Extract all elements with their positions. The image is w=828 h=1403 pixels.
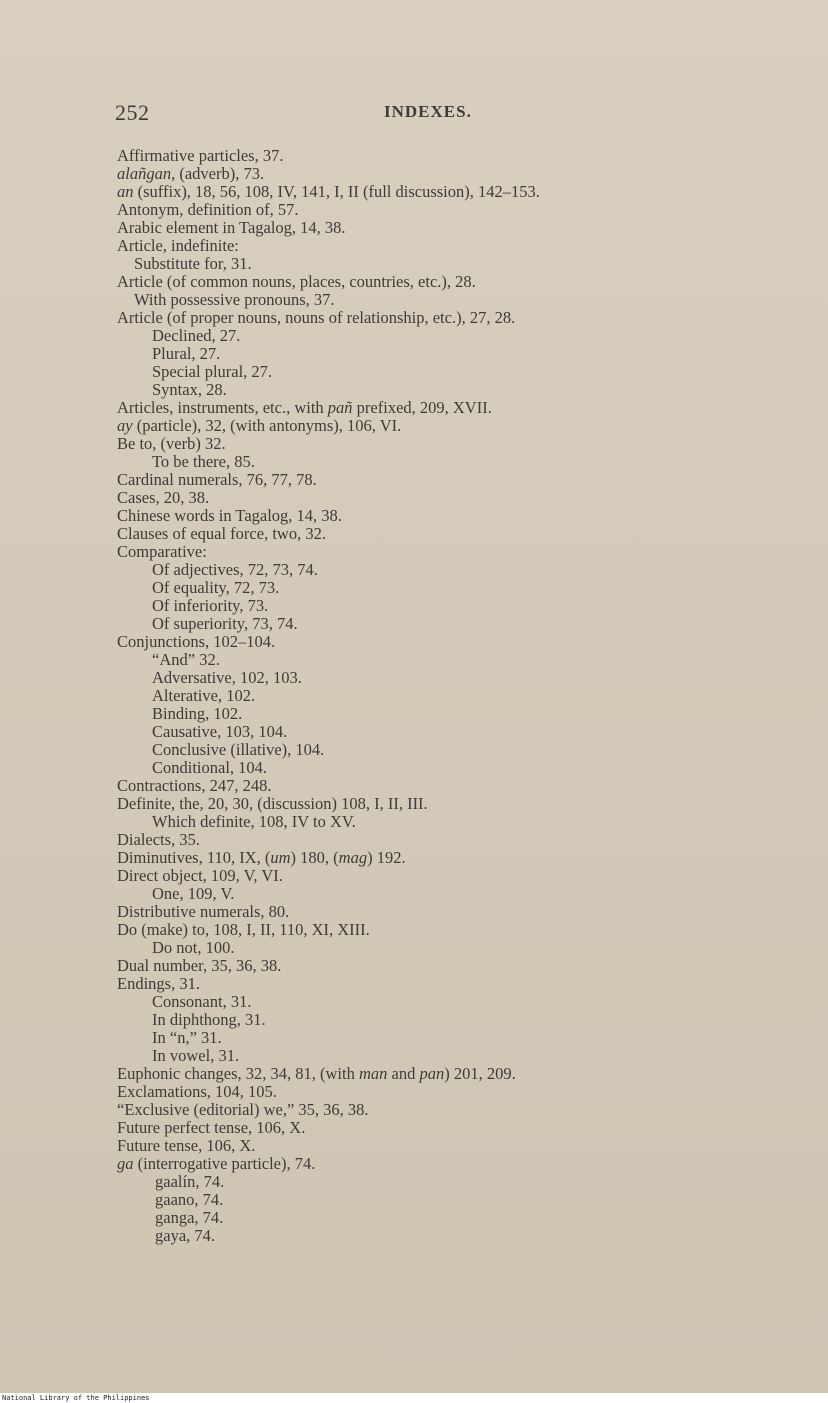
index-subentry: Of superiority, 73, 74. — [152, 614, 298, 633]
index-subentry: In vowel, 31. — [152, 1046, 240, 1065]
index-entry: Future tense, 106, X. — [117, 1136, 256, 1155]
index-subentry: Conclusive (illative), 104. — [152, 740, 325, 759]
index-entry: Be to, (verb) 32. — [117, 434, 226, 453]
index-subentry: Plural, 27. — [152, 344, 221, 363]
index-entry: Direct object, 109, V, VI. — [117, 866, 283, 885]
page-header — [0, 100, 828, 126]
index-entry: Do (make) to, 108, I, II, 110, XI, XIII. — [117, 920, 370, 939]
footer-credit: National Library of the Philippines — [2, 1394, 150, 1402]
page-number: 252 — [115, 100, 150, 125]
index-subentry: Conditional, 104. — [152, 758, 268, 777]
index-entry: Arabic element in Tagalog, 14, 38. — [117, 218, 346, 237]
index-subentry: Special plural, 27. — [152, 362, 273, 381]
index-subentry: Substitute for, 31. — [134, 254, 252, 273]
index-entry: Exclamations, 104, 105. — [117, 1082, 277, 1101]
index-entry: Comparative: — [117, 542, 207, 561]
index-subentry: Which definite, 108, IV to XV. — [152, 812, 356, 831]
index-entry: Article, indefinite: — [117, 236, 239, 255]
index-entry: Euphonic changes, 32, 34, 81, (with man and pan) 201, 209. — [117, 1064, 516, 1083]
index-subentry: Of adjectives, 72, 73, 74. — [152, 560, 318, 579]
index-entry: Dual number, 35, 36, 38. — [117, 956, 282, 975]
index-entry: Conjunctions, 102–104. — [117, 632, 276, 651]
index-subentry: Binding, 102. — [152, 704, 243, 723]
index-entry: Contractions, 247, 248. — [117, 776, 272, 795]
index-entry: Future perfect tense, 106, X. — [117, 1118, 306, 1137]
index-entry: Affirmative particles, 37. — [117, 146, 284, 165]
index-entry: Article (of proper nouns, nouns of relationship, etc.), 27, 28. — [117, 308, 516, 327]
index-entry: an (suffix), 18, 56, 108, IV, 141, I, II (full discussion), 142–153. — [117, 182, 540, 201]
index-subentry: gaalín, 74. — [155, 1172, 225, 1191]
index-subentry: gaano, 74. — [155, 1190, 224, 1209]
index-entry: Antonym, definition of, 57. — [117, 200, 299, 219]
index-entry: Cardinal numerals, 76, 77, 78. — [117, 470, 317, 489]
index-subentry: Consonant, 31. — [152, 992, 252, 1011]
index-entry: alañgan, (adverb), 73. — [117, 164, 265, 183]
index-entry: Clauses of equal force, two, 32. — [117, 524, 326, 543]
index-entry: “Exclusive (editorial) we,” 35, 36, 38. — [117, 1100, 369, 1119]
index-subentry: Of equality, 72, 73. — [152, 578, 280, 597]
index-entry: ga (interrogative particle), 74. — [117, 1154, 316, 1173]
index-subentry: With possessive pronouns, 37. — [134, 290, 335, 309]
index-entry: Article (of common nouns, places, countries, etc.), 28. — [117, 272, 476, 291]
index-entry: Distributive numerals, 80. — [117, 902, 290, 921]
index-entry: Chinese words in Tagalog, 14, 38. — [117, 506, 342, 525]
index-subentry: Of inferiority, 73. — [152, 596, 269, 615]
index-entry: Cases, 20, 38. — [117, 488, 210, 507]
index-entry: ay (particle), 32, (with antonyms), 106, VI. — [117, 416, 402, 435]
index-subentry: In diphthong, 31. — [152, 1010, 266, 1029]
index-subentry: Do not, 100. — [152, 938, 235, 957]
index-subentry: In “n,” 31. — [152, 1028, 222, 1047]
index-subentry: One, 109, V. — [152, 884, 235, 903]
index-entry: Dialects, 35. — [117, 830, 200, 849]
index-subentry: ganga, 74. — [155, 1208, 224, 1227]
page-footer — [0, 1393, 828, 1403]
index-subentry: Adversative, 102, 103. — [152, 668, 302, 687]
index-entry: Diminutives, 110, IX, (um) 180, (mag) 192. — [117, 848, 406, 867]
index-entry: Articles, instruments, etc., with pañ prefixed, 209, XVII. — [117, 398, 492, 417]
index-subentry: Causative, 103, 104. — [152, 722, 288, 741]
index-subentry: “And” 32. — [152, 650, 220, 669]
index-subentry: Alterative, 102. — [152, 686, 256, 705]
index-subentry: Declined, 27. — [152, 326, 241, 345]
running-title: INDEXES. — [384, 102, 472, 121]
index-subentry: To be there, 85. — [152, 452, 255, 471]
index-subentry: gaya, 74. — [155, 1226, 216, 1245]
index-entry: Definite, the, 20, 30, (discussion) 108, I, II, III. — [117, 794, 428, 813]
index-subentry: Syntax, 28. — [152, 380, 227, 399]
index-entry: Endings, 31. — [117, 974, 200, 993]
